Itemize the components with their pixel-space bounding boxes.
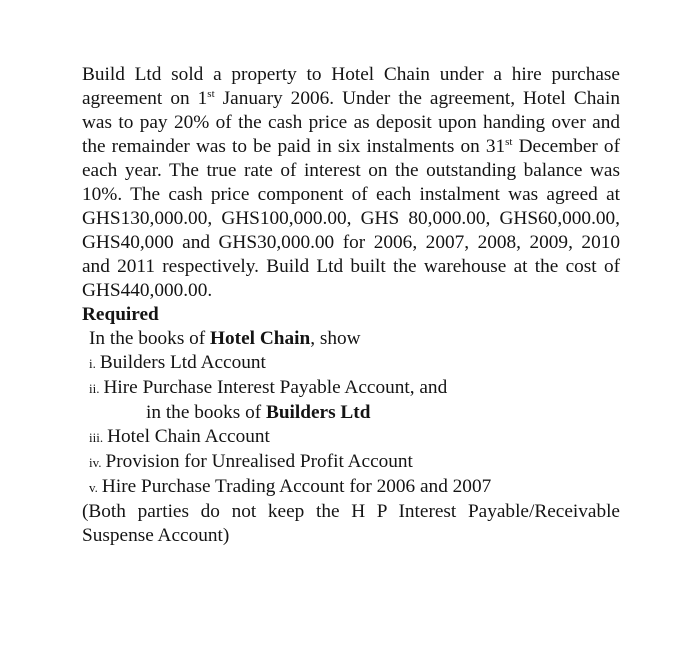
scenario-paragraph — [82, 63, 620, 303]
item-text: Hire Purchase Interest Payable Account, and — [103, 377, 448, 398]
item-number: iii. — [89, 430, 104, 445]
item-text: Builders Ltd Account — [99, 352, 266, 373]
item-text: Hotel Chain Account — [107, 426, 270, 447]
item-text: Provision for Unrealised Profit Account — [105, 451, 413, 472]
scenario-text-1: Build Ltd sold a property to Hotel Chain under a hire purchase agreement on 1 — [82, 64, 620, 109]
scenario-text-2: January 2006. Under the agreement, Hotel Chain was to pay 20% of the cash price as deposit upon handing over and the remainder was to be paid in six instalments on 31 — [82, 88, 620, 157]
list-item — [82, 376, 620, 401]
list-item — [82, 351, 620, 376]
item-number: ii. — [89, 381, 100, 396]
instruction-text: In the books of — [89, 328, 211, 349]
builders-ltd-name: Builders Ltd — [265, 402, 371, 423]
item-number: v. — [89, 480, 98, 495]
ordinal-superscript: st — [505, 136, 513, 148]
item-number: iv. — [89, 455, 102, 470]
item-number: i. — [89, 356, 96, 371]
instruction-text: , show — [310, 328, 361, 349]
hotel-chain-name: Hotel Chain — [210, 328, 311, 349]
item-text: Hire Purchase Trading Account for 2006 and 2007 — [101, 476, 492, 497]
list-item — [82, 425, 620, 450]
builders-ltd-instruction — [82, 401, 620, 425]
required-heading: Required — [82, 304, 159, 325]
requirements-list — [82, 327, 620, 500]
instruction-text: in the books of — [146, 402, 266, 423]
list-item — [82, 475, 620, 500]
note-text: (Both parties do not keep the H P Interest Payable/Receivable Suspense Account) — [82, 501, 620, 546]
list-item — [82, 450, 620, 475]
question-document — [82, 63, 620, 548]
hotel-chain-instruction — [82, 327, 620, 351]
ordinal-superscript: st — [207, 88, 215, 100]
scenario-text-3: December of each year. The true rate of interest on the outstanding balance was 10%. The cash price component of each instalment was agreed at GHS130,000.00, GHS100,000.00, GHS 80,000.00, GHS60,000.00, GHS40,000 and GHS30,000.00 for 2006, 2007, 2008, 2009, 2010 and 2011 respectively. Build Ltd built the warehouse at the cost of GHS440,000.00. — [82, 136, 620, 301]
